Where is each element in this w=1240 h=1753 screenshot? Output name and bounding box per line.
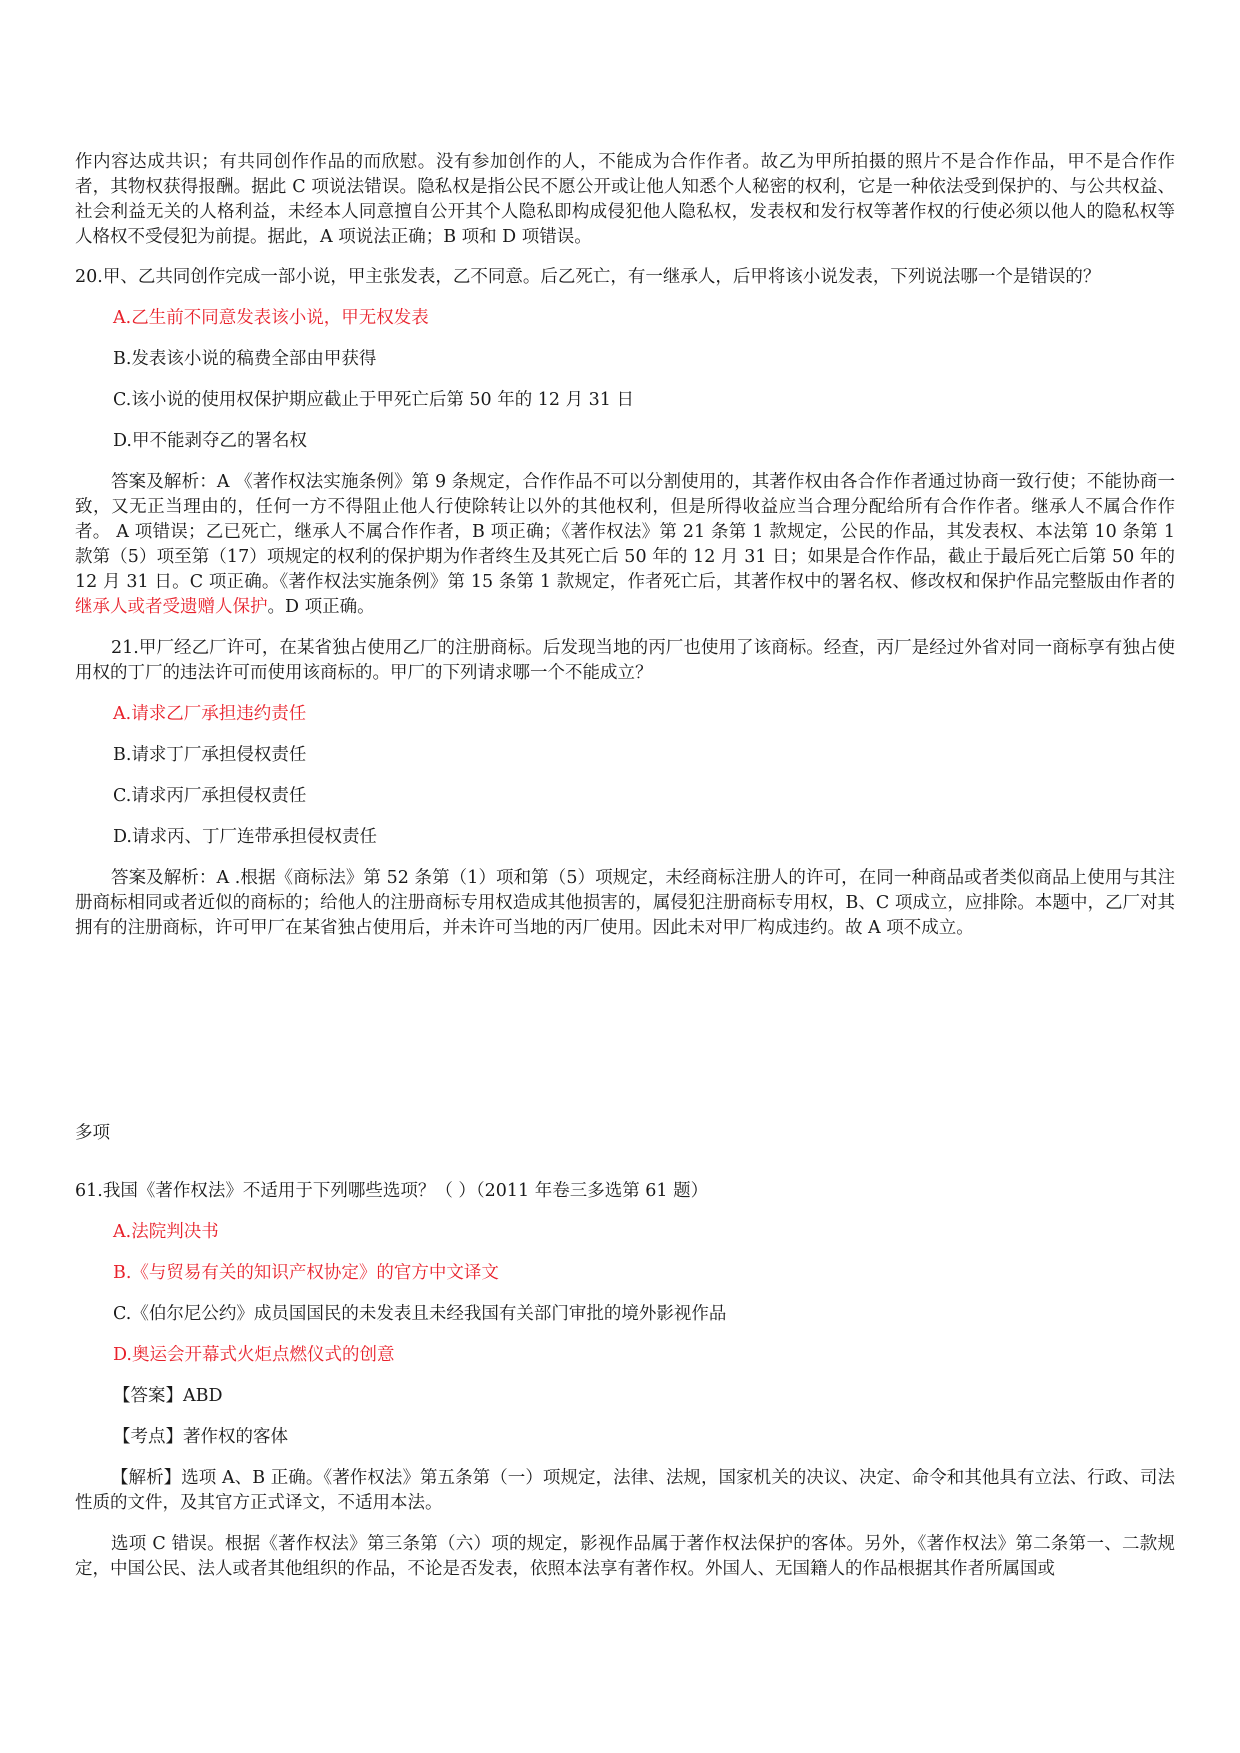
q20-answer-highlight: 继承人或者受遗赠人保护 [75, 597, 268, 617]
document-page [75, 150, 1175, 1582]
q21-answer-explanation: 答案及解析：A .根据《商标法》第 52 条第（1）项和第（5）项规定，未经商标注册人的许可，在同一种商品或者类似商品上使用与其注册商标相同或者近似的商标的；给他人的注册商标专用权造成其他损害的，属侵犯注册商标专用权，B、C 项成立，应排除。本题中，乙厂对其拥有的注册商标，许可甲厂在某省独占使用后，并未许可当地的丙厂使用。因此未对甲厂构成违约。故 A 项不成立。 [75, 868, 1175, 938]
section-title: 多项 [75, 1123, 110, 1143]
q21-option-a: A.请求乙厂承担违约责任 [113, 704, 307, 724]
q21-option-d: D.请求丙、丁厂连带承担侵权责任 [113, 827, 377, 847]
q20-option-d: D.甲不能剥夺乙的署名权 [113, 431, 307, 451]
q61-option-c: C.《伯尔尼公约》成员国国民的未发表且未经我国有关部门审批的境外影视作品 [113, 1304, 727, 1324]
q61-option-d: D.奥运会开幕式火炬点燃仪式的创意 [113, 1345, 395, 1365]
q61-answer: 【答案】ABD [113, 1386, 223, 1406]
intro-paragraph: 作内容达成共识；有共同创作作品的而欣慰。没有参加创作的人，不能成为合作作者。故乙为甲所拍摄的照片不是合作作品，甲不是合作作者，其物权获得报酬。据此 C 项说法错误。隐私权是指公民不愿公开或让他人知悉个人秘密的权利，它是一种依法受到保护的、与公共权益、社会利益无关的人格利益，未经本人同意擅自公开其个人隐私即构成侵犯他人隐私权，发表权和发行权等著作权的行使必须以他人的隐私权等人格权不受侵犯为前提。据此，A 项说法正确；B 项和 D 项错误。 [75, 152, 1175, 247]
q61-option-a: A.法院判决书 [113, 1222, 219, 1242]
question-61: 61.我国《著作权法》不适用于下列哪些选项？（ ）（2011 年卷三多选第 61 题） [75, 1181, 709, 1201]
q20-option-b: B.发表该小说的稿费全部由甲获得 [113, 349, 377, 369]
q20-option-c: C.该小说的使用权保护期应截止于甲死亡后第 50 年的 12 月 31 日 [113, 390, 635, 410]
question-20: 20.甲、乙共同创作完成一部小说，甲主张发表，乙不同意。后乙死亡，有一继承人，后甲将该小说发表，下列说法哪一个是错误的？ [75, 267, 1101, 287]
q20-answer-main: 答案及解析：A 《著作权法实施条例》第 9 条规定，合作作品不可以分割使用的，其著作权由各合作作者通过协商一致行使；不能协商一致，又无正当理由的，任何一方不得阻止他人行使除转让以外的其他权利，但是所得收益应当合理分配给所有合作作者。继承人不属合作作者。 A 项错误；乙已死亡，继承人不属合作作者，B 项正确；《著作权法》第 21 条第 1 款规定，公民的作品，其发表权、本法第 10 条第 1 款第（5）项至第（17）项规定的权利的保护期为作者终生及其死亡后 50 年的 12 月 31 日；如果是合作作品，截止于最后死亡后第 50 年的 12 月 31 日。C 项正确。《著作权法实施条例》第 15 条第 1 款规定，作者死亡后，其著作权中的署名权、修改权和保护作品完整版由作者的 [75, 472, 1175, 592]
q61-key-point: 【考点】著作权的客体 [113, 1427, 288, 1447]
q20-answer-tail: 。D 项正确。 [267, 597, 375, 617]
q21-option-c: C.请求丙厂承担侵权责任 [113, 786, 307, 806]
q21-option-b: B.请求丁厂承担侵权责任 [113, 745, 307, 765]
q61-option-b: B.《与贸易有关的知识产权协定》的官方中文译文 [113, 1263, 499, 1283]
q20-option-a: A.乙生前不同意发表该小说，甲无权发表 [113, 308, 429, 328]
question-21: 21.甲厂经乙厂许可，在某省独占使用乙厂的注册商标。后发现当地的丙厂也使用了该商标。经查，丙厂是经过外省对同一商标享有独占使用权的丁厂的违法许可而使用该商标的。甲厂的下列请求哪一个不能成立？ [75, 638, 1175, 683]
q61-analysis-2: 选项 C 错误。根据《著作权法》第三条第（六）项的规定，影视作品属于著作权法保护的客体。另外，《著作权法》第二条第一、二款规定，中国公民、法人或者其他组织的作品，不论是否发表，依照本法享有著作权。外国人、无国籍人的作品根据其作者所属国或 [75, 1534, 1175, 1579]
q61-analysis-1: 【解析】选项 A、B 正确。《著作权法》第五条第（一）项规定，法律、法规，国家机关的决议、决定、命令和其他具有立法、行政、司法性质的文件，及其官方正式译文，不适用本法。 [75, 1468, 1175, 1513]
q20-answer-explanation [75, 470, 1175, 620]
